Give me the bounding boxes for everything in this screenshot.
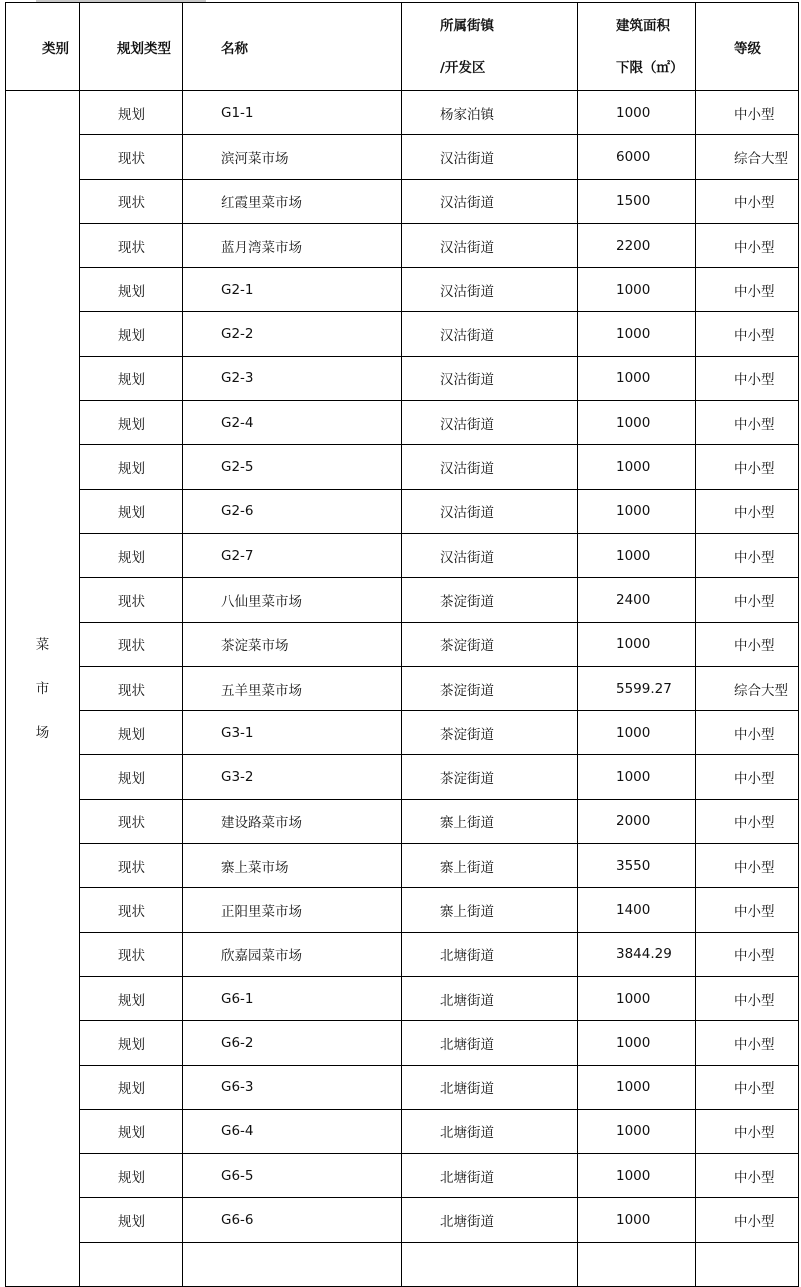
cell-grade: 中小型	[696, 401, 799, 445]
cell-grade: 中小型	[696, 489, 799, 533]
cell-area: 1000	[578, 356, 696, 400]
cell-name: G2-6	[183, 489, 402, 533]
cell-area: 3550	[578, 844, 696, 888]
cell-grade: 中小型	[696, 976, 799, 1020]
category-cell	[6, 91, 80, 1287]
cell-plan-type: 规划	[80, 91, 183, 135]
cell-grade: 中小型	[696, 223, 799, 267]
cell-area: 1000	[578, 755, 696, 799]
cell-street: 北塘街道	[402, 1021, 578, 1065]
cell-area: 1000	[578, 312, 696, 356]
header-row	[6, 3, 799, 91]
cell-street: 寨上街道	[402, 799, 578, 843]
cell-grade: 中小型	[696, 1021, 799, 1065]
cell-area: 1000	[578, 1109, 696, 1153]
cell-area: 3844.29	[578, 932, 696, 976]
cell-area: 1000	[578, 533, 696, 577]
cell-plan-type: 现状	[80, 578, 183, 622]
cell-grade: 中小型	[696, 1065, 799, 1109]
table-row-partial	[6, 1242, 799, 1286]
cell-grade: 中小型	[696, 799, 799, 843]
table-row	[6, 91, 799, 135]
table-row	[6, 976, 799, 1020]
cell-street: 汉沽街道	[402, 489, 578, 533]
cell-grade: 中小型	[696, 1154, 799, 1198]
cell-name: 八仙里菜市场	[183, 578, 402, 622]
cell-street: 北塘街道	[402, 1065, 578, 1109]
cell-street: 汉沽街道	[402, 268, 578, 312]
cell-grade: 中小型	[696, 312, 799, 356]
cell-area: 1500	[578, 179, 696, 223]
cell-street: 汉沽街道	[402, 533, 578, 577]
cell-name: 蓝月湾菜市场	[183, 223, 402, 267]
header-street-line2: /开发区	[440, 59, 486, 76]
cell-area: 2400	[578, 578, 696, 622]
cell-name: G6-4	[183, 1109, 402, 1153]
header-name: 名称	[183, 3, 402, 91]
cell-plan-type: 现状	[80, 622, 183, 666]
cell-plan-type: 规划	[80, 1065, 183, 1109]
cell-name: G6-5	[183, 1154, 402, 1198]
category-char: 市	[35, 680, 50, 697]
table-row	[6, 268, 799, 312]
cell-plan-type: 规划	[80, 1109, 183, 1153]
cell-area: 1000	[578, 401, 696, 445]
header-plan-type: 规划类型	[80, 3, 183, 91]
cell-area: 1000	[578, 268, 696, 312]
cell-grade: 中小型	[696, 179, 799, 223]
cell-area: 1000	[578, 91, 696, 135]
cell-plan-type: 规划	[80, 1198, 183, 1242]
cell-plan-type: 现状	[80, 799, 183, 843]
cell-area: 1000	[578, 622, 696, 666]
cell-name: 欣嘉园菜市场	[183, 932, 402, 976]
header-street-line1: 所属街镇	[440, 17, 494, 34]
cell-grade: 中小型	[696, 533, 799, 577]
cell-plan-type: 现状	[80, 844, 183, 888]
category-char: 场	[35, 724, 50, 741]
cell-street: 寨上街道	[402, 844, 578, 888]
table-row	[6, 179, 799, 223]
cell-street: 北塘街道	[402, 1154, 578, 1198]
cell-grade: 中小型	[696, 711, 799, 755]
cell-plan-type: 规划	[80, 312, 183, 356]
cell-plan-type: 规划	[80, 489, 183, 533]
cell-name: G2-7	[183, 533, 402, 577]
cell-plan-type: 规划	[80, 1021, 183, 1065]
cell-name: G2-2	[183, 312, 402, 356]
cell-grade: 综合大型	[696, 666, 799, 710]
table-row	[6, 799, 799, 843]
cell-street: 茶淀街道	[402, 578, 578, 622]
cell-street: 杨家泊镇	[402, 91, 578, 135]
cell-name: 茶淀菜市场	[183, 622, 402, 666]
cell-grade: 中小型	[696, 844, 799, 888]
empty-cell	[183, 1242, 402, 1286]
cell-street: 茶淀街道	[402, 622, 578, 666]
cell-name: 红霞里菜市场	[183, 179, 402, 223]
cell-area: 1400	[578, 888, 696, 932]
cell-grade: 中小型	[696, 932, 799, 976]
header-area-line2: 下限（㎡）	[616, 59, 684, 76]
table-row	[6, 622, 799, 666]
table-row	[6, 1154, 799, 1198]
empty-cell	[696, 1242, 799, 1286]
table-row	[6, 666, 799, 710]
cell-grade: 中小型	[696, 91, 799, 135]
cell-plan-type: 规划	[80, 445, 183, 489]
cell-name: 正阳里菜市场	[183, 888, 402, 932]
cell-area: 2200	[578, 223, 696, 267]
cell-name: G3-2	[183, 755, 402, 799]
header-area	[578, 3, 696, 91]
table-row	[6, 1109, 799, 1153]
cell-street: 汉沽街道	[402, 445, 578, 489]
table-row	[6, 533, 799, 577]
cell-name: 寨上菜市场	[183, 844, 402, 888]
cell-street: 茶淀街道	[402, 711, 578, 755]
cell-name: 滨河菜市场	[183, 135, 402, 179]
cell-area: 1000	[578, 1198, 696, 1242]
cell-plan-type: 规划	[80, 533, 183, 577]
cell-grade: 综合大型	[696, 135, 799, 179]
cell-plan-type: 规划	[80, 268, 183, 312]
cell-plan-type: 现状	[80, 888, 183, 932]
cell-grade: 中小型	[696, 622, 799, 666]
cell-grade: 中小型	[696, 445, 799, 489]
table-row	[6, 1065, 799, 1109]
cell-grade: 中小型	[696, 888, 799, 932]
table-row	[6, 888, 799, 932]
table-body	[6, 91, 799, 1287]
header-street	[402, 3, 578, 91]
cell-name: G6-2	[183, 1021, 402, 1065]
cell-area: 1000	[578, 1065, 696, 1109]
empty-cell	[578, 1242, 696, 1286]
cell-street: 北塘街道	[402, 1109, 578, 1153]
cell-grade: 中小型	[696, 1109, 799, 1153]
cell-street: 汉沽街道	[402, 179, 578, 223]
cell-street: 汉沽街道	[402, 135, 578, 179]
cell-street: 汉沽街道	[402, 223, 578, 267]
cell-name: G2-1	[183, 268, 402, 312]
table-row	[6, 578, 799, 622]
cell-area: 2000	[578, 799, 696, 843]
cell-street: 北塘街道	[402, 976, 578, 1020]
cell-grade: 中小型	[696, 356, 799, 400]
cell-area: 1000	[578, 976, 696, 1020]
cell-plan-type: 现状	[80, 135, 183, 179]
cell-plan-type: 规划	[80, 711, 183, 755]
cell-street: 茶淀街道	[402, 666, 578, 710]
cell-street: 寨上街道	[402, 888, 578, 932]
empty-cell	[80, 1242, 183, 1286]
cell-grade: 中小型	[696, 755, 799, 799]
table-row	[6, 223, 799, 267]
table-row	[6, 401, 799, 445]
table-row	[6, 312, 799, 356]
table-row	[6, 445, 799, 489]
cell-plan-type: 现状	[80, 179, 183, 223]
table-row	[6, 356, 799, 400]
header-category: 类别	[6, 3, 80, 91]
cell-name: G2-4	[183, 401, 402, 445]
cell-street: 汉沽街道	[402, 401, 578, 445]
table-row	[6, 844, 799, 888]
cell-area: 1000	[578, 489, 696, 533]
table-row	[6, 1021, 799, 1065]
cell-grade: 中小型	[696, 578, 799, 622]
header-area-line1: 建筑面积	[616, 17, 670, 34]
table-row	[6, 755, 799, 799]
table-header	[6, 3, 799, 91]
cell-area: 1000	[578, 445, 696, 489]
cell-street: 北塘街道	[402, 932, 578, 976]
cell-area: 1000	[578, 711, 696, 755]
cell-area: 6000	[578, 135, 696, 179]
cell-name: G2-3	[183, 356, 402, 400]
empty-cell	[402, 1242, 578, 1286]
category-char: 菜	[35, 636, 50, 653]
cell-street: 汉沽街道	[402, 356, 578, 400]
table-row	[6, 932, 799, 976]
cell-street: 汉沽街道	[402, 312, 578, 356]
market-table	[5, 2, 799, 1287]
cell-name: 五羊里菜市场	[183, 666, 402, 710]
table-row	[6, 135, 799, 179]
cell-name: G1-1	[183, 91, 402, 135]
cell-name: G3-1	[183, 711, 402, 755]
cell-area: 1000	[578, 1021, 696, 1065]
cell-plan-type: 现状	[80, 666, 183, 710]
cell-name: 建设路菜市场	[183, 799, 402, 843]
table-row	[6, 489, 799, 533]
cell-street: 北塘街道	[402, 1198, 578, 1242]
cell-plan-type: 现状	[80, 223, 183, 267]
cell-name: G6-6	[183, 1198, 402, 1242]
cell-plan-type: 规划	[80, 401, 183, 445]
table-row	[6, 1198, 799, 1242]
cell-area: 1000	[578, 1154, 696, 1198]
cell-name: G6-3	[183, 1065, 402, 1109]
cell-plan-type: 规划	[80, 976, 183, 1020]
cell-grade: 中小型	[696, 1198, 799, 1242]
header-grade: 等级	[696, 3, 799, 91]
cell-plan-type: 规划	[80, 1154, 183, 1198]
cell-area: 5599.27	[578, 666, 696, 710]
cell-plan-type: 规划	[80, 356, 183, 400]
cell-grade: 中小型	[696, 268, 799, 312]
cell-plan-type: 规划	[80, 755, 183, 799]
cell-name: G6-1	[183, 976, 402, 1020]
cell-name: G2-5	[183, 445, 402, 489]
cell-street: 茶淀街道	[402, 755, 578, 799]
table-row	[6, 711, 799, 755]
cell-plan-type: 现状	[80, 932, 183, 976]
